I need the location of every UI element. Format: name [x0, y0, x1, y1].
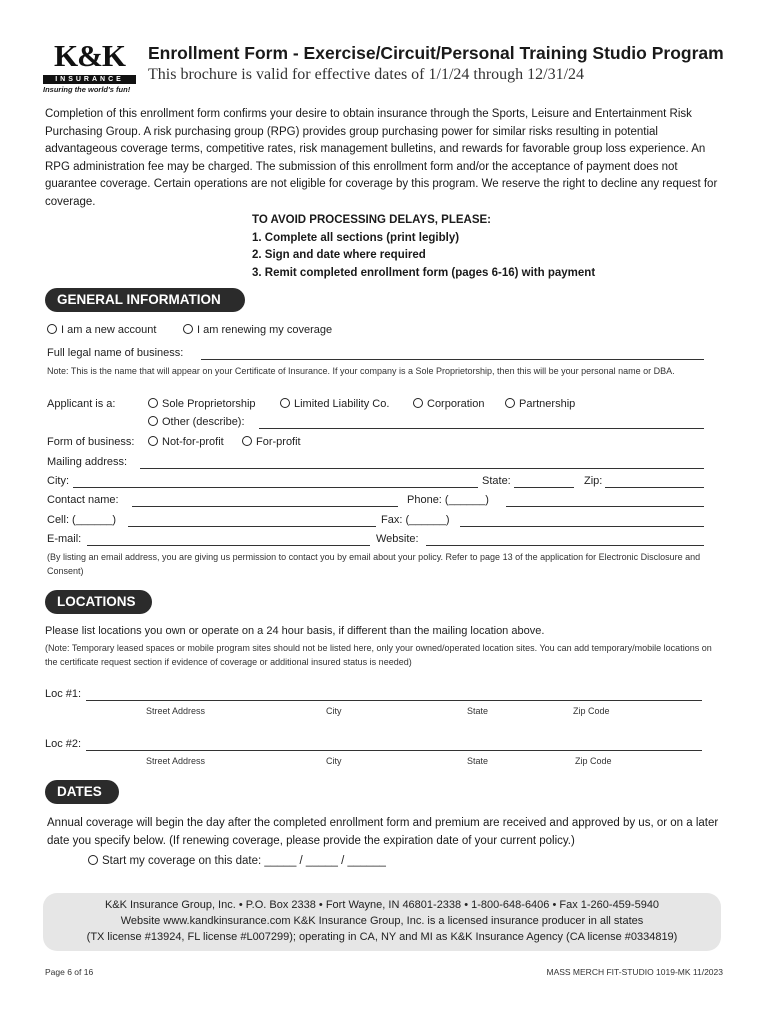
- locations-note: (Note: Temporary leased spaces or mobile program sites should not be listed here, only your owned/operated location sites. You can add temporary/mobile locations on the certificate request section if evidence of coverage or additional insured status is needed): [45, 643, 712, 667]
- locations-header: LOCATIONS: [45, 590, 152, 614]
- mailing-address-label: Mailing address:: [47, 456, 128, 468]
- general-information-header: GENERAL INFORMATION: [45, 288, 245, 312]
- intro-paragraph: [45, 106, 720, 211]
- logo-wordmark: K&K: [53, 38, 126, 73]
- radio-icon[interactable]: [148, 416, 158, 426]
- email-field[interactable]: [87, 545, 370, 546]
- contact-name-field[interactable]: [132, 506, 398, 507]
- form-code: MASS MERCH FIT-STUDIO 1019-MK 11/2023: [546, 967, 723, 977]
- footer-address: K&K Insurance Group, Inc. • P.O. Box 2338 • Fort Wayne, IN 46801-2338 • 1-800-648-6406 • Fax 1-260-459-5940: [104, 899, 660, 911]
- notice-item: 1. Complete all sections (print legibly): [252, 231, 460, 244]
- legal-name-note: Note: This is the name that will appear on your Certificate of Insurance. If your company is a Sole Proprietorship, then this will be your personal name or DBA.: [47, 366, 675, 376]
- state-label: State:: [482, 475, 511, 487]
- phone-label: Phone: (______): [407, 494, 489, 506]
- loc2-city-caption: City: [326, 756, 342, 766]
- email-label: E-mail:: [47, 533, 82, 545]
- logo-tagline: Insuring the world's fun!: [43, 85, 131, 94]
- for-profit-option[interactable]: For-profit: [242, 436, 301, 448]
- radio-icon[interactable]: [242, 436, 252, 446]
- other-option[interactable]: Other (describe):: [148, 416, 245, 428]
- loc2-state-caption: State: [467, 756, 489, 766]
- locations-instruction: Please list locations you own or operate on a 24 hour basis, if different than the mailing location above.: [45, 625, 545, 637]
- loc1-label: Loc #1:: [45, 688, 82, 700]
- zip-label: Zip:: [584, 475, 603, 487]
- website-field[interactable]: [426, 545, 704, 546]
- legal-name-label: Full legal name of business:: [47, 347, 184, 359]
- fax-field[interactable]: [460, 526, 704, 527]
- applicant-is-label: Applicant is a:: [47, 398, 116, 410]
- website-label: Website:: [376, 533, 419, 545]
- phone-field[interactable]: [506, 506, 704, 507]
- email-consent-note: (By listing an email address, you are giving us permission to contact you by email about your policy. Refer to page 13 of the application for Electronic Disclosure and Consent): [47, 552, 701, 576]
- city-label: City:: [47, 475, 69, 487]
- start-date-option[interactable]: Start my coverage on this date: _____ / _____ / ______: [88, 855, 386, 867]
- partnership-option[interactable]: Partnership: [505, 398, 575, 410]
- contact-footer: [43, 893, 721, 951]
- loc1-state-caption: State: [467, 706, 489, 716]
- new-account-option[interactable]: I am a new account: [47, 324, 156, 336]
- radio-icon[interactable]: [413, 398, 423, 408]
- sole-proprietorship-option[interactable]: Sole Proprietorship: [148, 398, 256, 410]
- zip-field[interactable]: [605, 487, 704, 488]
- loc1-city-caption: City: [326, 706, 342, 716]
- legal-name-field[interactable]: [201, 359, 704, 360]
- processing-notice: [252, 212, 595, 282]
- fax-label: Fax: (______): [381, 514, 450, 526]
- footer-website: Website www.kandkinsurance.com K&K Insurance Group, Inc. is a licensed insurance producer in all states: [120, 915, 644, 927]
- contact-name-label: Contact name:: [47, 494, 119, 506]
- radio-icon[interactable]: [183, 324, 193, 334]
- kk-logo: [43, 38, 136, 94]
- loc2-field[interactable]: [86, 750, 702, 751]
- loc2-zip-caption: Zip Code: [575, 756, 612, 766]
- cell-label: Cell: (______): [47, 514, 117, 526]
- intro-text: Completion of this enrollment form confirms your desire to obtain insurance through the Sports, Leisure and Entertainment Risk Purchasing Group. A risk purchasing group (RPG) provides group purchasing power for similar risks resulting in potential advantageous coverage terms, competitive rates, risk management bulletins, and rewards for favorable group loss experience. An RPG administration fee may be charged. The submission of this enrollment form and/or the acceptance of payment does not guarantee coverage. Certain operations are not eligible for coverage by this program. We reserve the right to decline any request for coverage.: [45, 108, 718, 208]
- loc1-zip-caption: Zip Code: [573, 706, 610, 716]
- page-number: Page 6 of 16: [45, 967, 94, 977]
- corporation-option[interactable]: Corporation: [413, 398, 484, 410]
- dates-header: DATES: [45, 780, 119, 804]
- other-describe-field[interactable]: [259, 428, 704, 429]
- notice-item: 2. Sign and date where required: [252, 249, 426, 261]
- mailing-address-field[interactable]: [140, 468, 704, 469]
- renewing-option[interactable]: I am renewing my coverage: [183, 324, 332, 336]
- cell-field[interactable]: [128, 526, 376, 527]
- loc2-label: Loc #2:: [45, 738, 82, 750]
- notice-heading: TO AVOID PROCESSING DELAYS, PLEASE:: [252, 214, 491, 226]
- radio-icon[interactable]: [88, 855, 98, 865]
- footer-licenses: (TX license #13924, FL license #L007299); operating in CA, NY and MI as K&K Insurance Agency (CA license #0334819): [86, 931, 678, 943]
- dates-text: Annual coverage will begin the day after the completed enrollment form and premium are received and approved by us, or on a later date you specify below. (If renewing coverage, please provide the expiration date of your current policy.): [47, 817, 719, 847]
- page-title: Enrollment Form - Exercise/Circuit/Personal Training Studio Program: [148, 43, 724, 63]
- logo-insurance-bar: INSURANCE: [43, 75, 136, 84]
- radio-icon[interactable]: [47, 324, 57, 334]
- loc1-field[interactable]: [86, 700, 702, 701]
- llc-option[interactable]: Limited Liability Co.: [280, 398, 389, 410]
- radio-icon[interactable]: [505, 398, 515, 408]
- radio-icon[interactable]: [280, 398, 290, 408]
- loc1-street-caption: Street Address: [146, 706, 206, 716]
- form-of-business-label: Form of business:: [47, 436, 135, 448]
- notice-item: 3. Remit completed enrollment form (pages 6-16) with payment: [252, 266, 596, 279]
- loc2-street-caption: Street Address: [146, 756, 206, 766]
- radio-icon[interactable]: [148, 436, 158, 446]
- radio-icon[interactable]: [148, 398, 158, 408]
- not-for-profit-option[interactable]: Not-for-profit: [148, 436, 224, 448]
- page-subtitle: This brochure is valid for effective dates of 1/1/24 through 12/31/24: [148, 66, 585, 83]
- city-field[interactable]: [73, 487, 478, 488]
- state-field[interactable]: [514, 487, 574, 488]
